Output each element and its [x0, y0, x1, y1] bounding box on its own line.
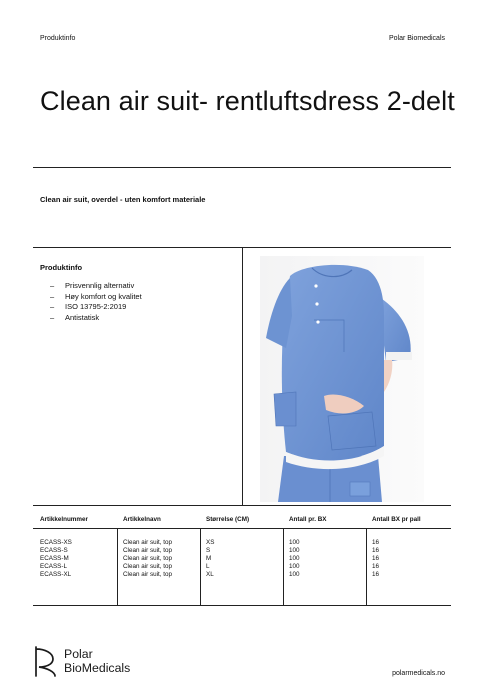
table-cell: ECASS-XL — [40, 571, 72, 579]
header-brand-label: Polar Biomedicals — [388, 35, 445, 42]
table-cell: 16 — [372, 555, 380, 563]
divider-top — [33, 167, 451, 168]
brand-logo-line2: BioMedicals — [64, 661, 131, 675]
feature-list — [50, 281, 142, 323]
feature-item: – Antistatisk — [50, 313, 142, 324]
table-column-artikkelnummer — [40, 539, 72, 579]
table-column-divider — [366, 529, 367, 606]
table-cell: Clean air suit, top — [123, 547, 173, 555]
table-cell: ECASS-S — [40, 547, 68, 555]
table-column-divider — [200, 529, 201, 606]
table-cell: Clean air suit, top — [123, 539, 173, 546]
table-cell: 100 — [289, 547, 300, 555]
table-cell: ECASS-XS — [40, 539, 72, 546]
page-title: Clean air suit- rentluftsdress 2-delt — [40, 86, 455, 116]
table-header-antall-bx: Antall pr. BX — [289, 516, 327, 523]
table-cell: M — [206, 555, 212, 563]
table-cell: 100 — [289, 555, 300, 563]
brand-logo-text — [64, 647, 130, 675]
table-column-antall-pall — [372, 539, 379, 579]
table-cell: ECASS-M — [40, 555, 69, 563]
table-cell: 16 — [372, 571, 380, 579]
product-photo — [260, 256, 424, 502]
table-header-antall-pall: Antall BX pr pall — [372, 516, 421, 523]
divider-table-top — [33, 505, 451, 506]
info-heading: Produktinfo — [40, 263, 83, 272]
table-column-antall-bx — [289, 539, 300, 579]
polar-biomedicals-logo-icon — [33, 645, 59, 679]
header-left-label: Produktinfo — [40, 35, 76, 42]
table-header-artikkelnavn: Artikkelnavn — [123, 516, 161, 523]
table-cell: 16 — [372, 547, 380, 555]
table-cell: XS — [206, 539, 215, 546]
table-header-artikkelnummer: Artikkelnummer — [40, 516, 88, 523]
feature-item: – Høy komfort og kvalitet — [50, 292, 142, 303]
brand-logo-line1: Polar — [64, 647, 93, 661]
table-cell: S — [206, 547, 211, 555]
table-column-storrelse — [206, 539, 214, 579]
table-header-storrelse: Størrelse (CM) — [206, 516, 250, 523]
table-column-artikkelnavn — [123, 539, 172, 579]
product-subtitle: Clean air suit, overdel - uten komfort materiale — [40, 195, 206, 204]
table-cell: 16 — [372, 539, 380, 546]
table-cell: Clean air suit, top — [123, 563, 173, 571]
table-cell: Clean air suit, top — [123, 571, 173, 579]
footer-url: polarmedicals.no — [392, 670, 445, 677]
table-cell: 100 — [289, 539, 300, 546]
table-cell: 100 — [289, 571, 300, 579]
table-cell: 16 — [372, 563, 380, 571]
table-cell: L — [206, 563, 210, 571]
divider-table-bottom — [33, 605, 451, 606]
table-cell: XL — [206, 571, 214, 579]
table-column-divider — [283, 529, 284, 606]
table-cell: ECASS-L — [40, 563, 67, 571]
table-cell: Clean air suit, top — [123, 555, 173, 563]
feature-item: – Prisvennlig alternativ — [50, 281, 142, 292]
info-column-divider — [242, 247, 243, 505]
table-cell: 100 — [289, 563, 300, 571]
table-column-divider — [117, 529, 118, 606]
divider-table-header — [33, 528, 451, 529]
feature-item: – ISO 13795-2:2019 — [50, 302, 142, 313]
